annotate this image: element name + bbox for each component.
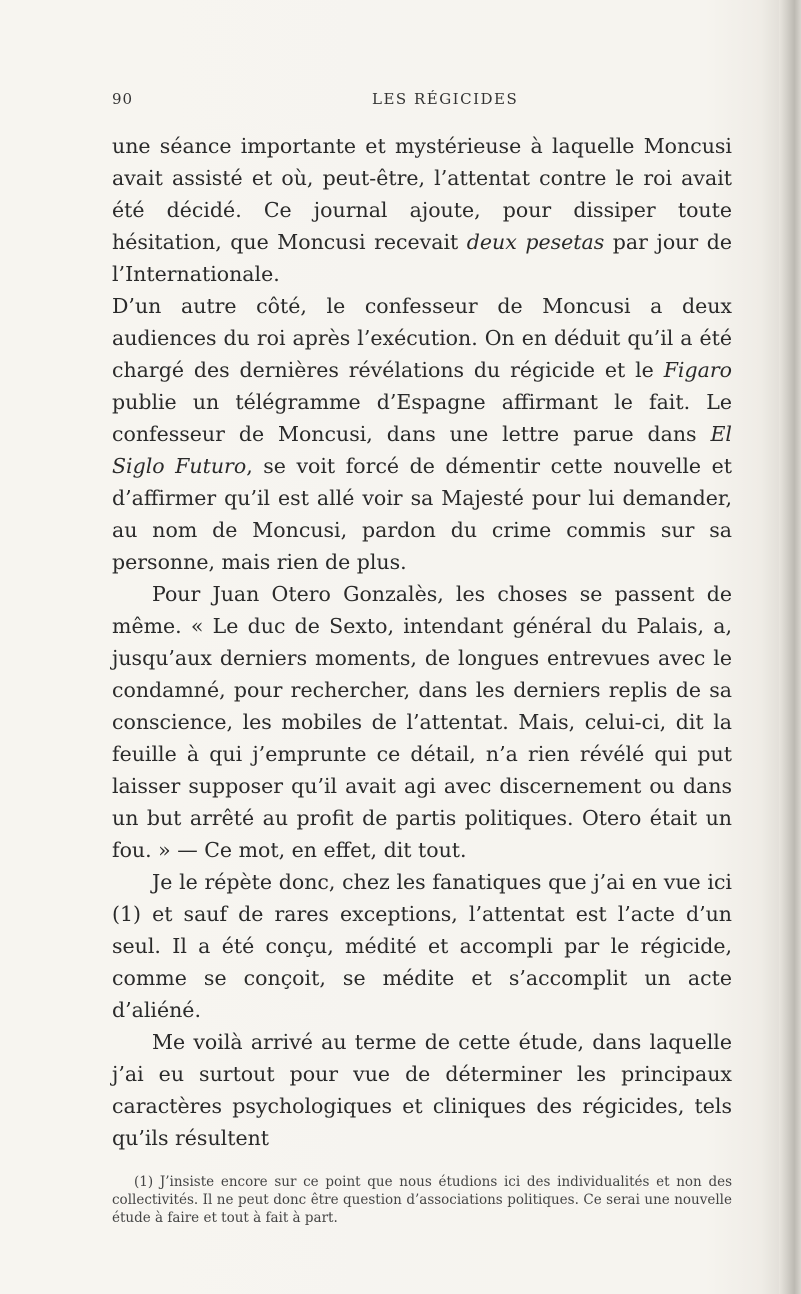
- paragraph-2-italic-siglo: El Siglo Futuro: [112, 422, 732, 478]
- paragraph-5: Me voilà arrivé au terme de cette étude, dans laquelle j’ai eu surtout pour vue de déterminer les principaux caractères psychologiques et cliniques des régicides, tels qu’ils résultent: [112, 1030, 732, 1150]
- page-number: 90: [112, 90, 134, 108]
- paragraph-2-start: D’un autre côté, le confesseur de Moncusi a deux audiences du roi après l’exécution. On en déduit qu’il a été chargé des dernières révélations du régicide et le: [112, 294, 732, 382]
- paragraph-2-mid: publie un télégramme d’Espagne affirmant le fait. Le confesseur de Moncusi, dans une lettre parue dans: [112, 390, 732, 446]
- footnote: (1) J’insiste encore sur ce point que nous étudions ici des individualités et non des collectivités. Il ne peut donc être question d’associations politiques. Ce serai une nouvelle étude à faire et tout à fait à part.: [112, 1174, 732, 1226]
- paragraph-1-text: une séance importante et mystérieuse à laquelle Moncusi avait assisté et où, peut-être, l’attentat contre le roi avait été décidé. Ce journal ajoute, pour dissiper toute hésitation, que Moncusi recevait: [112, 134, 732, 254]
- page-edge-shadow: [779, 0, 801, 1294]
- page-header: [112, 88, 732, 118]
- paragraph-1-italic: deux pesetas: [466, 230, 605, 254]
- paragraph-1: [112, 130, 732, 290]
- paragraph-2: [112, 290, 732, 578]
- body-text: [112, 130, 732, 1154]
- paragraph-4: Je le répète donc, chez les fanatiques que j’ai en vue ici (1) et sauf de rares exceptions, l’attentat est l’acte d’un seul. Il a été conçu, médité et accompli par le régicide, comme se conçoit, se médite et s’accomplit un acte d’aliéné.: [112, 870, 732, 1022]
- paragraph-1-end: par jour de l’Internationale.: [112, 230, 732, 286]
- paragraph-3: Pour Juan Otero Gonzalès, les choses se passent de même. « Le duc de Sexto, intendant général du Palais, a, jusqu’aux derniers moments, de longues entrevues avec le condamné, pour rechercher, dans les derniers replis de sa conscience, les mobiles de l’attentat. Mais, celui-ci, dit la feuille à qui j’emprunte ce détail, n’a rien révélé qui put laisser supposer qu’il avait agi avec discernement ou dans un but arrêté au profit de partis politiques. Otero était un fou. » — Ce mot, en effet, dit tout.: [112, 582, 732, 862]
- paragraph-2-italic-figaro: Figaro: [663, 358, 732, 382]
- running-title: LES RÉGICIDES: [372, 90, 519, 108]
- paragraph-2-end: , se voit forcé de démentir cette nouvelle et d’affirmer qu’il est allé voir sa Majesté pour lui demander, au nom de Moncusi, pardon du crime commis sur sa personne, mais rien de plus.: [112, 454, 732, 574]
